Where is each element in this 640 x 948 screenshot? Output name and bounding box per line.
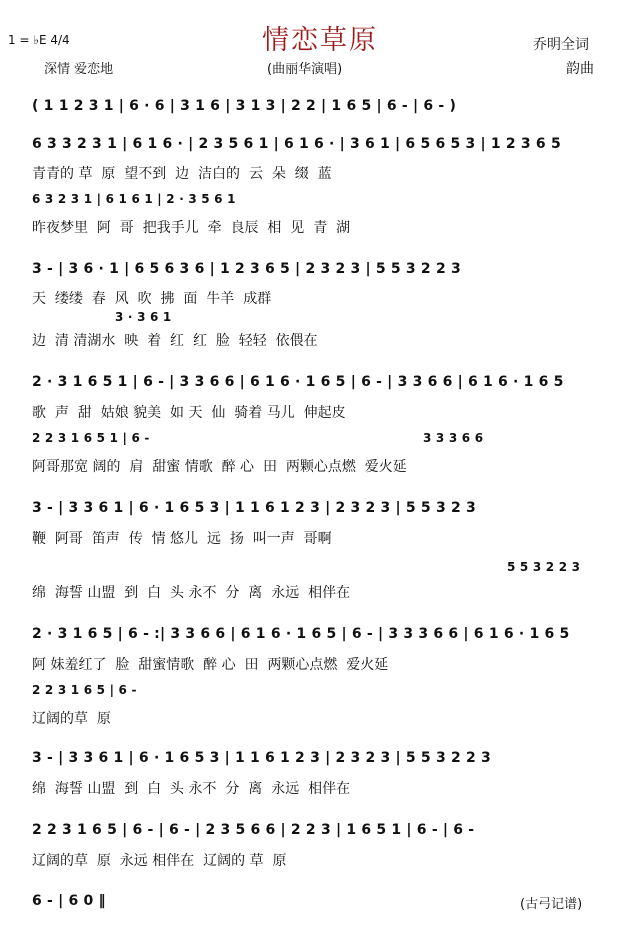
score-line-5-alt-left: 2 2 3 1 6 5 1 | 6 - <box>32 431 150 445</box>
lyric-line-6a: 鞭 阿哥 笛声 传 情 悠儿 远 扬 叫一声 哥啊 <box>32 531 332 547</box>
score-line-2: 6 3 3 2 3 1 | 6 1 6 · | 2 3 5 6 1 | 6 1 6 · | 3 6 1 | 6 5 6 5 3 | 1 2 3 6 5 <box>32 136 561 152</box>
lyric-line-3: 昨夜梦里 阿 哥 把我手儿 牵 良辰 相 见 青 湖 <box>32 220 351 236</box>
score-line-7: 2 · 3 1 6 5 | 6 - :| 3 3 6 6 | 6 1 6 · 1 6 5 | 6 - | 3 3 3 6 6 | 6 1 6 · 1 6 5 <box>32 626 570 642</box>
lyric-line-9: 辽阔的草 原 永远 相伴在 辽阔的 草 原 <box>32 853 287 869</box>
key-meter: 1 = ♭E 4/4 <box>8 33 70 47</box>
lyric-line-2: 青青的 草 原 望不到 边 洁白的 云 朵 缀 蓝 <box>32 166 332 182</box>
score-line-4: 3 - | 3 6 · 1 | 6 5 6 3 6 | 1 2 3 6 5 | 2 3 2 3 | 5 5 3 2 2 3 <box>32 261 461 277</box>
score-line-4-alt: 3 · 3 6 1 <box>115 310 172 324</box>
score-line-5-alt-right: 3 3 3 6 6 <box>423 431 484 445</box>
tempo-mood: 深情 爱恋地 <box>44 62 114 77</box>
score-line-6-alt: 5 5 3 2 2 3 <box>507 560 581 574</box>
lyricist-credit: 乔明全词 <box>533 37 589 53</box>
singer-credit: (曲丽华演唱) <box>267 62 343 77</box>
composer-credit: 韵曲 <box>566 61 594 77</box>
score-line-3: 6 3 2 3 1 | 6 1 6 1 | 2 · 3 5 6 1 <box>32 192 236 206</box>
lyric-line-7b: 辽阔的草 原 <box>32 711 111 727</box>
score-line-10: 6 - | 6 0 ‖ <box>32 893 106 909</box>
song-title: 情恋草原 <box>262 25 378 56</box>
lyric-line-4a: 天 缕缕 春 风 吹 拂 面 牛羊 成群 <box>32 291 272 307</box>
transcriber-credit: (古弓记谱) <box>520 897 583 912</box>
score-line-5: 2 · 3 1 6 5 1 | 6 - | 3 3 6 6 | 6 1 6 · 1 6 5 | 6 - | 3 3 6 6 | 6 1 6 · 1 6 5 <box>32 374 564 390</box>
lyric-line-4b: 边 清 清湖水 映 着 红 红 脸 轻轻 依偎在 <box>32 333 318 349</box>
score-line-8: 3 - | 3 3 6 1 | 6 · 1 6 5 3 | 1 1 6 1 2 3 | 2 3 2 3 | 5 5 3 2 2 3 <box>32 750 491 766</box>
lyric-line-8: 绵 海誓 山盟 到 白 头 永不 分 离 永远 相伴在 <box>32 781 351 797</box>
score-line-1: ( 1 1 2 3 1 | 6 · 6 | 3 1 6 | 3 1 3 | 2 2 | 1 6 5 | 6 - | 6 - ) <box>32 98 457 114</box>
lyric-line-6b: 绵 海誓 山盟 到 白 头 永不 分 离 永远 相伴在 <box>32 585 351 601</box>
lyric-line-7a: 阿 妹羞红了 脸 甜蜜情歌 醉 心 田 两颗心点燃 爱火延 <box>32 657 389 673</box>
lyric-line-5b: 阿哥那宽 阔的 肩 甜蜜 情歌 醉 心 田 两颗心点燃 爱火延 <box>32 459 407 475</box>
lyric-line-5a: 歌 声 甜 姑娘 貌美 如 天 仙 骑着 马儿 伸起皮 <box>32 405 346 421</box>
score-line-7-alt: 2 2 3 1 6 5 | 6 - <box>32 683 137 697</box>
score-line-9: 2 2 3 1 6 5 | 6 - | 6 - | 2 3 5 6 6 | 2 2 3 | 1 6 5 1 | 6 - | 6 - <box>32 822 475 838</box>
score-line-6: 3 - | 3 3 6 1 | 6 · 1 6 5 3 | 1 1 6 1 2 3 | 2 3 2 3 | 5 5 3 2 3 <box>32 500 476 516</box>
